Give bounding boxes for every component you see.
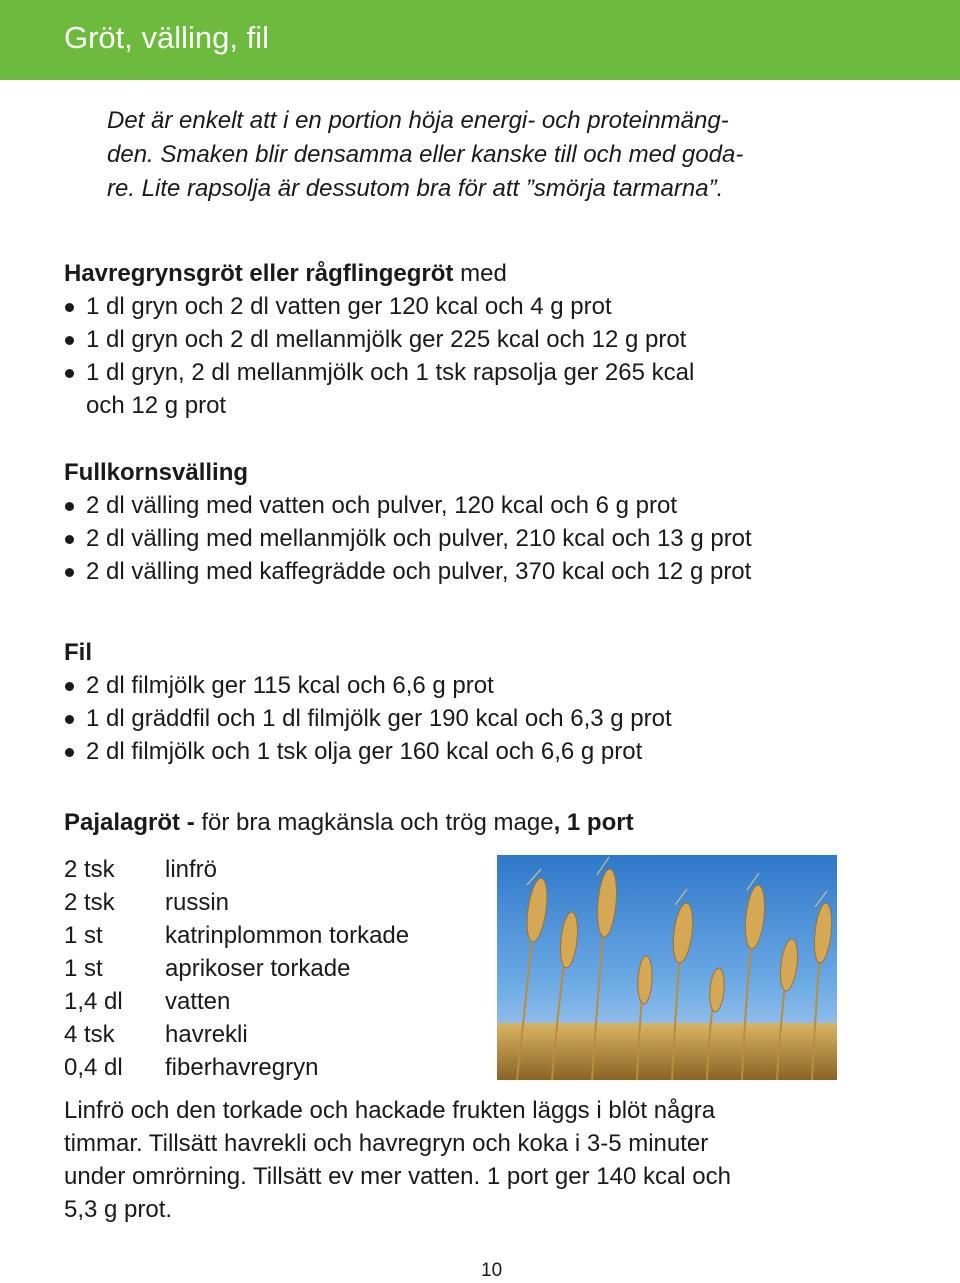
instruction-line: timmar. Tillsätt havrekli och havregryn och koka i 3-5 minuter [64,1130,709,1157]
section-heading-rest: med [453,260,507,287]
section-fil [64,636,924,768]
recipe-title [64,806,634,839]
intro-paragraph [107,104,867,206]
header-bar [0,0,960,80]
ingredient-row [64,853,409,886]
list-item: 2 dl filmjölk ger 115 kcal och 6,6 g prot [64,669,924,702]
bullet-icon [65,715,74,724]
section-heading [64,257,924,290]
list-item: 1 dl gryn och 2 dl mellanmjölk ger 225 kcal och 12 g prot [64,323,924,356]
wheat-field-photo [497,855,837,1080]
recipe-instructions [64,1094,864,1226]
bullet-icon [65,303,74,312]
intro-line: den. Smaken blir densamma eller kanske till och med goda- [107,141,744,168]
ingredient-qty: 0,4 dl [64,1054,123,1081]
list-item: 2 dl välling med mellanmjölk och pulver, 210 kcal och 13 g prot [64,522,924,555]
ingredient-name: aprikoser torkade [165,955,351,982]
bullet-icon [65,502,74,511]
list-item: 2 dl filmjölk och 1 tsk olja ger 160 kcal och 6,6 g prot [64,735,924,768]
list-item: 2 dl välling med kaffegrädde och pulver, 370 kcal och 12 g prot [64,555,924,588]
ingredient-name: vatten [165,988,231,1015]
ingredient-name: russin [165,889,230,916]
ingredient-row [64,985,409,1018]
instruction-line: Linfrö och den torkade och hackade frukten läggs i blöt några [64,1097,716,1124]
ingredient-row [64,952,409,985]
ingredient-name: katrinplommon torkade [165,922,410,949]
recipe-title-bold: Pajalagröt - [64,809,195,836]
instruction-line: under omrörning. Tillsätt ev mer vatten. 1 port ger 140 kcal och [64,1163,731,1190]
section-fullkornsvalling [64,456,924,588]
section-heading-bold: Havregrynsgröt eller rågflingegröt [64,260,454,287]
ingredient-list [64,853,409,1084]
list-item: 1 dl gräddfil och 1 dl filmjölk ger 190 kcal och 6,3 g prot [64,702,924,735]
bullet-icon [65,568,74,577]
ingredient-qty: 2 tsk [64,889,115,916]
list-item: 1 dl gryn, 2 dl mellanmjölk och 1 tsk rapsolja ger 265 kcal och 12 g prot [64,356,924,422]
instruction-line: 5,3 g prot. [64,1196,173,1223]
section-heading: Fil [64,639,92,666]
ingredient-row [64,1018,409,1051]
ingredient-row [64,886,409,919]
bullet-icon [65,336,74,345]
page-title: Gröt, välling, fil [64,20,270,55]
ingredient-qty: 1 st [64,955,103,982]
ingredient-qty: 1 st [64,922,103,949]
section-heading: Fullkornsvälling [64,459,249,486]
bullet-icon [65,535,74,544]
list-item: 1 dl gryn och 2 dl vatten ger 120 kcal och 4 g prot [64,290,924,323]
ingredient-qty: 1,4 dl [64,988,123,1015]
bullet-icon [65,748,74,757]
ingredient-name: fiberhavregryn [165,1054,319,1081]
ingredient-qty: 4 tsk [64,1021,115,1048]
ingredient-qty: 2 tsk [64,856,115,883]
ingredient-row [64,919,409,952]
bullet-list [64,669,924,768]
section-havregrynsgrot [64,257,924,422]
bullet-list [64,489,924,588]
ingredient-name: linfrö [165,856,218,883]
page-number: 10 [481,1260,503,1281]
bullet-list [64,290,924,422]
bullet-icon [65,682,74,691]
list-item-continuation: och 12 g prot [86,392,227,419]
ingredient-row [64,1051,409,1084]
intro-line: Det är enkelt att i en portion höja energi- och proteinmäng- [107,107,729,134]
list-item: 2 dl välling med vatten och pulver, 120 kcal och 6 g prot [64,489,924,522]
recipe-title-portion: , 1 port [553,809,634,836]
bullet-icon [65,369,74,378]
intro-line: re. Lite rapsolja är dessutom bra för att ”smörja tarmarna”. [107,175,724,202]
recipe-title-desc: för bra magkänsla och trög mage [194,809,554,836]
ingredient-name: havrekli [165,1021,248,1048]
